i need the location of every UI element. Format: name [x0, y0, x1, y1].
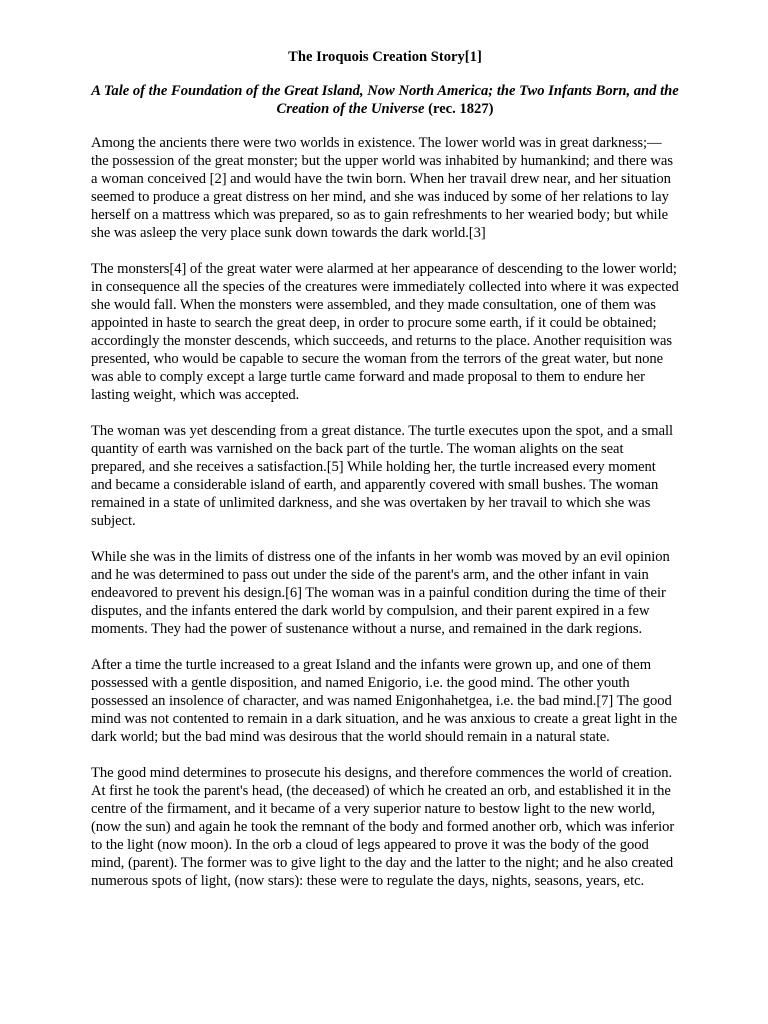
paragraph: After a time the turtle increased to a great Island and the infants were grown up, and one of them possessed with a gentle disposition, and named Enigorio, i.e. the good mind. The other youth possessed an insolence of character, and was named Enigonhahetgea, i.e. the bad mind.[7] The good mind was not contented to remain in a dark situation, and he was anxious to create a great light in the dark world; but the bad mind was desirous that the world should remain in a natural state. — [91, 657, 678, 745]
paragraph: While she was in the limits of distress one of the infants in her womb was moved by an evil opinion and he was determined to pass out under the side of the parent's arm, and the other infant in vain endeavored to prevent his design.[6] The woman was in a painful condition during the time of their disputes, and the infants entered the dark world by compulsion, and their parent expired in a few moments. They had the power of sustenance without a nurse, and remained in the dark regions. — [91, 549, 670, 637]
paragraph: The good mind determines to prosecute his designs, and therefore commences the world of creation. At first he took the parent's head, (the deceased) of which he created an orb, and established it in the centre of the firmament, and it became of a very superior nature to bestow light to the new world, (now the sun) and again he took the remnant of the body and formed another orb, which was inferior to the light (now moon). In the orb a cloud of legs appeared to prove it was the body of the good mind, (parent). The former was to give light to the day and the latter to the night; and he also created numerous spots of light, (now stars): these were to regulate the days, nights, seasons, years, etc. — [91, 765, 675, 889]
document-subtitle — [91, 82, 679, 118]
paragraph: Among the ancients there were two worlds in existence. The lower world was in great darkness;—the possession of the great monster; but the upper world was inhabited by humankind; and there was a woman conceived [2] and would have the twin born. When her travail drew near, and her situation seemed to produce a great distress on her mind, and she was induced by some of her relations to lay herself on a mattress which was prepared, so as to gain refreshments to her wearied body; but while she was asleep the very place sunk down towards the dark world.[3] — [91, 135, 673, 241]
subtitle-date-text: (rec. 1827) — [424, 101, 494, 117]
paragraph: The monsters[4] of the great water were alarmed at her appearance of descending to the lower world; in consequence all the species of the creatures were immediately collected into where it was expected she would fall. When the monsters were assembled, and they made consultation, one of them was appointed in haste to search the great deep, in order to procure some earth, if it could be obtained; accordingly the monster descends, which succeeds, and returns to the place. Another requisition was presented, who would be capable to secure the woman from the terrors of the great water, but none was able to comply except a large turtle came forward and made proposal to them to endure her lasting weight, which was accepted. — [91, 261, 679, 403]
document-page — [91, 48, 679, 908]
subtitle-italic-text: A Tale of the Foundation of the Great Island, Now North America; the Two Infants Born, and the Creation of the Universe — [91, 83, 679, 117]
document-title: The Iroquois Creation Story[1] — [288, 49, 482, 65]
paragraph: The woman was yet descending from a great distance. The turtle executes upon the spot, and a small quantity of earth was varnished on the back part of the turtle. The woman alights on the seat prepared, and she receives a satisfaction.[5] While holding her, the turtle increased every moment and became a considerable island of earth, and apparently covered with small bushes. The woman remained in a state of unlimited darkness, and she was overtaken by her travail to which she was subject. — [91, 423, 674, 529]
